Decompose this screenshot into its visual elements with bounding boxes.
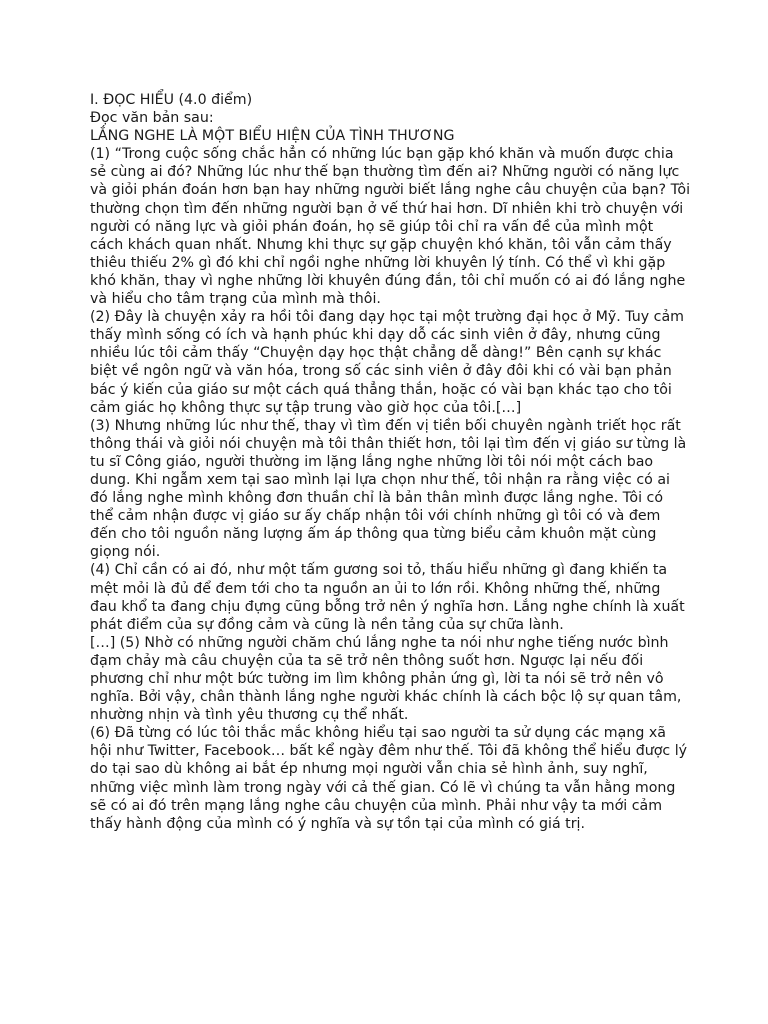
paragraph-6: (6) Đã từng có lúc tôi thắc mắc không hiểu tại sao người ta sử dụng các mạng xã hội như Twitter, Facebook… bất kể ngày đêm như thế. Tôi đã không thể hiểu được lý do tại sao dù không ai bắt ép nhưng mọi người vẫn chia sẻ hình ảnh, suy nghĩ, những việc mình làm trong ngày với cả thế gian. Có lẽ vì chúng ta vẫn hằng mong sẽ có ai đó trên mạng lắng nghe câu chuyện của mình. Phải như vậy ta mới cảm thấy hành động của mình có ý nghĩa và sự tồn tại của mình có giá trị. xyxy=(90,725,688,832)
paragraph-5: […] (5) Nhờ có những người chăm chú lắng nghe ta nói như nghe tiếng nước bình đạm chảy mà câu chuyện của ta sẽ trở nên thông suốt hơn. Ngược lại nếu đối phương chỉ như một bức tường im lìm không phản ứng gì, lời ta nói sẽ trở nên vô nghĩa. Bởi vậy, chân thành lắng nghe người khác chính là cách bộc lộ sự quan tâm, nhường nhịn và tình yêu thương cụ thể nhất. xyxy=(90,634,682,724)
section-heading: I. ĐỌC HIỂU (4.0 điểm) xyxy=(90,92,253,108)
paragraph-1: (1) “Trong cuộc sống chắc hẳn có những lúc bạn gặp khó khăn và muốn được chia sẻ cùng ai đó? Những lúc như thế bạn thường tìm đến ai? Những người có năng lực và giỏi phán đoán hơn bạn hay những người biết lắng nghe câu chuyện của bạn? Tôi thường chọn tìm đến những người bạn ở vế thứ hai hơn. Dĩ nhiên khi trò chuyện với người có năng lực và giỏi phán đoán, họ sẽ giúp tôi chỉ ra vấn đề của mình một cách khách quan nhất. Nhưng khi thực sự gặp chuyện khó khăn, tôi vẫn cảm thấy thiêu thiếu 2% gì đó khi chỉ ngồi nghe những lời khuyên lý tính. Có thể vì khi gặp khó khăn, thay vì nghe những lời khuyên đúng đắn, tôi chỉ muốn có ai đó lắng nghe và hiểu cho tâm trạng của mình mà thôi. xyxy=(90,146,691,308)
instruction-text: Đọc văn bản sau: xyxy=(90,110,214,127)
paragraph-2: (2) Đây là chuyện xảy ra hồi tôi đang dạy học tại một trường đại học ở Mỹ. Tuy cảm thấy mình sống có ích và hạnh phúc khi dạy dỗ các sinh viên ở đây, nhưng cũng nhiều lúc tôi cảm thấy “Chuyện dạy học thật chẳng dễ dàng!” Bên cạnh sự khác biệt về ngôn ngữ và văn hóa, trong số các sinh viên ở đây đôi khi có vài bạn phản bác ý kiến của giáo sư một cách quá thẳng thắn, hoặc có vài bạn khác tạo cho tôi cảm giác họ không thực sự tập trung vào giờ học của tôi.[…] xyxy=(90,309,684,416)
paragraph-3: (3) Nhưng những lúc như thế, thay vì tìm đến vị tiền bối chuyên ngành triết học rất thông thái và giỏi nói chuyện mà tôi thân thiết hơn, tôi lại tìm đến vị giáo sư từng là tu sĩ Công giáo, người thường im lặng lắng nghe những lời tôi nói một cách bao dung. Khi ngẫm xem tại sao mình lại lựa chọn như thế, tôi nhận ra rằng việc có ai đó lắng nghe mình không đơn thuần chỉ là bản thân mình được lắng nghe. Tôi có thể cảm nhận được vị giáo sư ấy chấp nhận tôi với chính những gì tôi có và đem đến cho tôi nguồn năng lượng ấm áp thông qua từng biểu cảm khuôn mặt cùng giọng nói. xyxy=(90,417,687,561)
passage-title: LẮNG NGHE LÀ MỘT BIỂU HIỆN CỦA TÌNH THƯƠNG xyxy=(90,128,455,145)
document-page xyxy=(90,91,690,833)
paragraph-4: (4) Chỉ cần có ai đó, như một tấm gương soi tỏ, thấu hiểu những gì đang khiến ta mệt mỏi là đủ để đem tới cho ta nguồn an ủi to lớn rồi. Không những thế, những đau khổ ta đang chịu đựng cũng bỗng trở nên ý nghĩa hơn. Lắng nghe chính là xuất phát điểm của sự đồng cảm và cũng là nền tảng của sự chữa lành. xyxy=(90,562,685,633)
